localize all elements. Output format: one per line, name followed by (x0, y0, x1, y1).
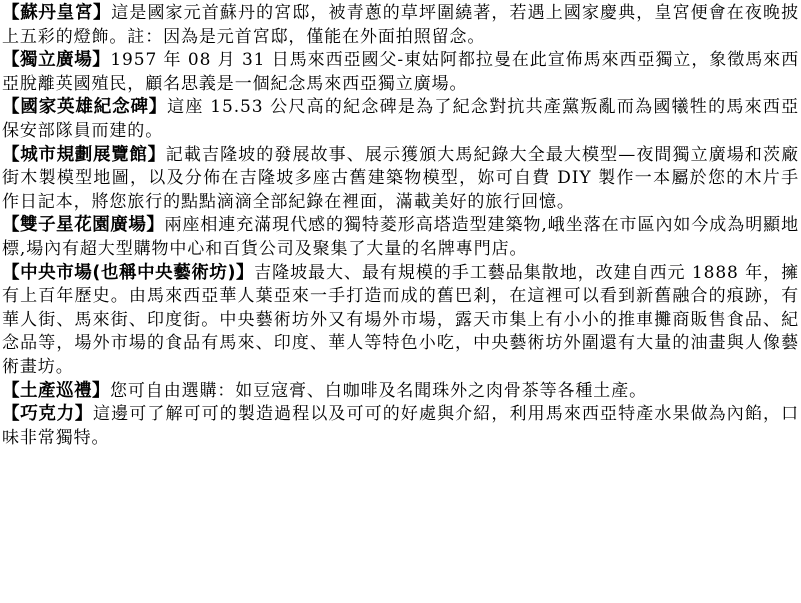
entry-city-gallery (2, 144, 799, 215)
entry-sultan-palace (2, 2, 799, 49)
entry-heading: 【雙子星花園廣場】 (2, 215, 165, 236)
itinerary-document (2, 2, 799, 450)
entry-heading: 【巧克力】 (2, 404, 94, 425)
entry-twin-towers-park (2, 214, 799, 261)
entry-heading: 【蘇丹皇宮】 (2, 3, 112, 23)
entry-independence-square (2, 49, 799, 96)
entry-text: 記載吉隆坡的發展故事、展示獲頒大馬紀錄大全最大模型—夜間獨立廣場和茨廠街木製模型地圖，以及分佈在吉隆坡多座古舊建築物模型，妳可自費 DIY 製作一本屬於您的木片手作日記本，將您旅行的點點滴滴全部紀錄在裡面，滿載美好的旅行回憶。 (2, 144, 800, 212)
entry-chocolate (2, 403, 799, 450)
entry-text: 1957 年 08 月 31 日馬來西亞國父-東姑阿都拉曼在此宣佈馬來西亞獨立，象徵馬來西亞脫離英國殖民，顧名思義是一個紀念馬來西亞獨立廣場。 (2, 50, 800, 94)
entry-text: 這是國家元首蘇丹的宮邸，被青蔥的草坪圍繞著，若遇上國家慶典，皇宮便會在夜晚披上五彩的燈飾。註：因為是元首宮邸，僅能在外面拍照留念。 (2, 3, 800, 47)
entry-heading: 【國家英雄紀念碑】 (2, 97, 168, 118)
entry-heading: 【中央市場(也稱中央藝術坊)】 (2, 262, 255, 283)
entry-local-products (2, 380, 799, 404)
entry-text: 這邊可了解可可的製造過程以及可可的好處與介紹，利用馬來西亞特產水果做為內餡，口味非常獨特。 (2, 404, 800, 448)
entry-text: 您可自由選購：如豆寇膏、白咖啡及名聞珠外之肉骨茶等各種土產。 (110, 380, 647, 401)
entry-text: 吉隆坡最大、最有規模的手工藝品集散地，改建自西元 1888 年，擁有上百年歷史。由馬來西亞華人葉亞來一手打造而成的舊巴剎，在這裡可以看到新舊融合的痕跡，有華人街、馬來街、印度街。中央藝術坊外又有場外市場，露天市集上有小小的推車攤商販售食品、紀念品等，場外市場的食品有馬來、印度、華人等特色小吃，中央藝術坊外圍還有大量的油畫與人像藝術畫坊。 (2, 262, 799, 377)
entry-heading: 【城市規劃展覽館】 (2, 144, 166, 165)
entry-text: 兩座相連充滿現代感的獨特菱形高塔造型建築物,峨坐落在市區內如今成為明顯地標,場內有超大型購物中心和百貨公司及聚集了大量的名牌專門店。 (2, 215, 799, 259)
entry-heading: 【土產巡禮】 (2, 380, 110, 401)
entry-heading: 【獨立廣場】 (2, 50, 111, 71)
entry-central-market (2, 262, 799, 380)
entry-text: 這座 15.53 公尺高的紀念碑是為了紀念對抗共產黨叛亂而為國犧牲的馬來西亞保安部隊員而建的。 (2, 97, 800, 141)
entry-national-monument (2, 96, 799, 143)
